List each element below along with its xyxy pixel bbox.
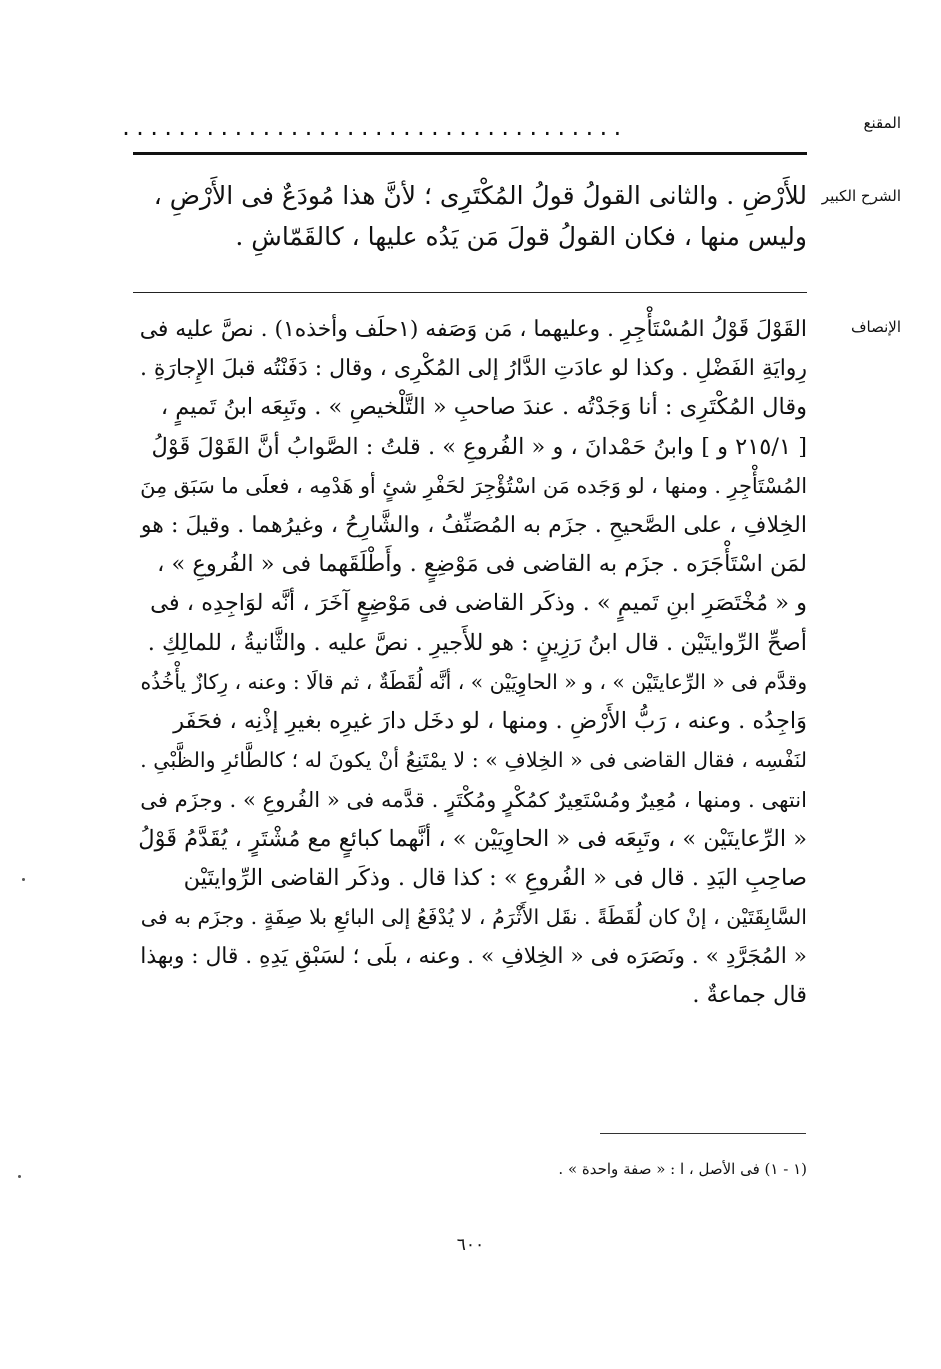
insaf-section-label: الإنصاف (850, 318, 901, 336)
sharh-line: للأَرْضِ . والثانى القولُ قولُ المُكْتَرِى ؛ لأنَّ هذا مُودَعٌ فى الأَرْضِ ، (153, 181, 807, 210)
insaf-line: رِوايَةِ الفَضْلِ . وكذا لو عادَتِ الدَّارُ إلى المُكْرِى ، وقال : دَفَنْتُه قبلَ الإِجارَةِ . (139, 356, 807, 382)
insaf-line: السَّابِقَتَيْن ، إنْ كان لُقَطَةً . نقَل الأَثْرَمُ ، لا يُدْفَعُ إلى البائعِ بلا صِفَةٍ . وجزَم به فى (140, 905, 807, 930)
insaf-line: أصحِّ الرِّوايتَيْن . قال ابنُ رَزِينٍ : هو للأَجيرِ . نصَّ عليه . والثَّانيةُ ، للمالِكِ . (147, 629, 807, 656)
sharh-line: وليس منها ، فكان القولُ قولَ مَن يَدُه عليها ، كالقَمّاشِ . (235, 222, 807, 251)
insaf-line: وقدَّم فى « الرِّعايتَيْن » ، و « الحاوِيَيْن » ، أنَّه لُقَطَةٌ ، ثم قالَا : وعنه ، رِكازٌ يأْخُذُه (140, 669, 807, 694)
section-divider (133, 292, 807, 293)
header-rule (133, 152, 807, 155)
insaf-line: لنَفْسِه ، فقال القاضى فى « الخِلافِ » : لا يمْتَنِعُ أنْ يكونَ له ؛ كالطَّائرِ والظَّبْىِ . (140, 748, 807, 773)
insaf-line: القَوْلَ قَوْلُ المُسْتَأْجِرِ . وعليهما ، مَن وَصَفه (١حلَف وأخذه١) . نصَّ عليه فى (139, 317, 807, 342)
insaf-line: لمَن اسْتَأْجَرَه . جزَم به القاضى فى مَوْضِعٍ . وأَطْلَقَهما فى « الفُروعِ » ، (157, 551, 807, 578)
insaf-line: وَاجِدُه . وعنه ، رَبُّ الأَرْضِ . ومنها ، لو دخَل دارَ غيرِه بغيرِ إذْنِه ، فحَفَر (173, 708, 807, 735)
footnote-rule (600, 1133, 806, 1134)
scan-speck (22, 878, 25, 881)
running-title: المقنع (863, 114, 901, 132)
insaf-line: صاحِبِ اليَدِ . قال فى « الفُروعِ » : كذا قال . وذكَر القاضى الرِّوايتَيْن (183, 864, 807, 891)
page-number: ٦٠٠ (456, 1235, 485, 1255)
sharh-section-label: الشرح الكبير (821, 187, 901, 205)
header-dotted-leader: .................................... (120, 121, 626, 135)
sharh-text (133, 175, 807, 257)
footnote: (١ - ١) فى الأصل ، ا : « صفة واحدة » . (558, 1160, 807, 1178)
scan-speck (18, 1175, 21, 1178)
insaf-line: « المُجَرَّدِ » . ونَصَرَه فى « الخِلافِ » . وعنه ، بلَى ؛ لسَبْقِ يَدِهِ . قال : وبهذا (140, 944, 807, 970)
insaf-line: و « مُخْتَصَرِ ابنِ تَميمٍ » . وذكَر القاضى فى مَوْضِعٍ آخَرَ ، أنَّه لوَاجِدِه ، فى (150, 590, 807, 617)
insaf-line: الخِلافِ ، على الصَّحيحِ . جزَم به المُصَنِّفُ ، والشَّارِحُ ، وغيرُهما . وقيلَ : هو (140, 512, 807, 539)
insaf-text (133, 310, 807, 1016)
insaf-line: [ ٢١٥/١ و ] وابنُ حَمْدانَ ، و « الفُروعِ » . قلتُ : الصَّوابُ أنَّ القَوْلَ قَوْلُ (151, 433, 807, 460)
insaf-line: انتهى . ومنها ، مُعِيرٌ ومُسْتَعِيرٌ كمُكْرٍ ومُكْتَرٍ . قدَّمه فى « الفُروعِ » . وجزَم فى (140, 787, 807, 813)
insaf-line: قال جماعةٌ . (692, 982, 807, 1009)
insaf-line: وقال المُكْتَرِى : أنا وَجَدْتُه . عندَ صاحبِ « التَّلْخيصِ » . وتَبِعَه ابنُ تَميمٍ ، (160, 394, 807, 421)
insaf-line: « الرِّعايتَيْن » ، وتَبِعَه فى « الحاوِيَيْن » ، أنَّهما كبائعٍ مع مُشْتَرٍ ، يُقَدَّمُ قَوْلُ (138, 825, 807, 852)
insaf-line: المُسْتَأْجِرِ . ومنها ، لو وَجَده مَن اسْتُؤْجِرَ لحَفْرِ شئٍ أو هَدْمِه ، فعلَى ما سَبَق مِنَ (140, 473, 807, 498)
